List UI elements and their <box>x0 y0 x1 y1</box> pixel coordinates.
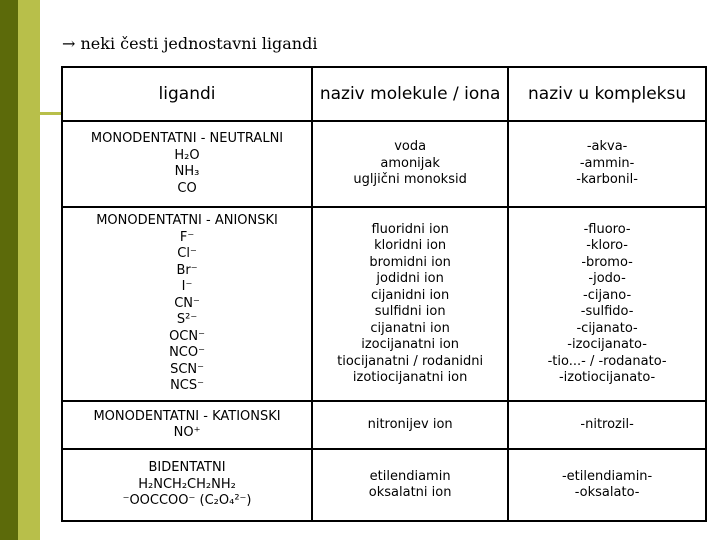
molecule-name: amonijak <box>380 155 440 171</box>
complex-name: -nitrozil- <box>580 416 634 432</box>
molecule-name: tiocijanatni / rodanidni <box>337 353 484 369</box>
molecule-name: nitronijev ion <box>367 416 453 432</box>
left-decor-bar-light <box>18 0 40 540</box>
complex-name: -izocijanato- <box>567 337 647 352</box>
header-row <box>62 67 706 121</box>
molecule-name: ugljični monoksid <box>353 172 467 188</box>
ligand-formula: CN⁻ <box>174 295 200 311</box>
complex-name: -tio...- / -rodanato- <box>547 353 667 369</box>
complex-cell <box>508 449 706 521</box>
molecule-name: izocijanatni ion <box>361 337 460 352</box>
ligand-formula: H₂O <box>174 147 200 163</box>
molecule-name: izotiocijanatni ion <box>352 370 468 385</box>
row-anionski <box>62 207 706 401</box>
name-cell <box>312 449 508 521</box>
molecule-name: sulfidni ion <box>374 304 446 319</box>
complex-cell <box>508 121 706 207</box>
complex-name: -fluoro- <box>583 221 631 237</box>
ligand-table <box>61 66 707 522</box>
molecule-name: kloridni ion <box>374 238 447 253</box>
ligand-formula: ⁻OOCCOO⁻ (C₂O₄²⁻) <box>122 493 252 509</box>
name-cell <box>312 121 508 207</box>
section-label: MONODENTATNI - NEUTRALNI <box>90 131 284 146</box>
complex-name: -cijano- <box>583 287 632 303</box>
ligand-cell <box>62 121 312 207</box>
complex-cell <box>508 207 706 401</box>
ligand-formula: SCN⁻ <box>170 361 204 377</box>
complex-name: -bromo- <box>581 254 633 270</box>
header-naziv-u-kompleksu: naziv u kompleksu <box>508 67 706 121</box>
section-label: MONODENTATNI - ANIONSKI <box>96 213 278 229</box>
ligand-cell <box>62 207 312 401</box>
name-cell <box>312 401 508 449</box>
complex-name: -karbonil- <box>576 172 638 188</box>
complex-name: -sulfido- <box>580 304 634 319</box>
complex-name: -akva- <box>586 139 628 155</box>
ligand-formula: NCS⁻ <box>170 378 204 394</box>
ligand-formula: NCO⁻ <box>169 345 205 361</box>
complex-name: -jodo- <box>588 271 626 286</box>
complex-name: -izotiocijanato- <box>558 370 656 385</box>
complex-name: -oksalato- <box>574 485 640 500</box>
row-neutralni <box>62 121 706 207</box>
complex-cell <box>508 401 706 449</box>
molecule-name: bromidni ion <box>369 254 451 270</box>
molecule-name: jodidni ion <box>376 271 444 286</box>
row-kationski <box>62 401 706 449</box>
molecule-name: cijanidni ion <box>371 287 450 303</box>
molecule-name: oksalatni ion <box>368 485 452 500</box>
ligand-formula: Cl⁻ <box>177 246 197 262</box>
complex-name: -etilendiamin- <box>561 468 653 484</box>
complex-name: -cijanato- <box>576 320 638 336</box>
ligand-formula: F⁻ <box>179 229 195 245</box>
section-label: MONODENTATNI - KATIONSKI <box>93 408 281 424</box>
complex-name: -ammin- <box>579 155 635 171</box>
header-naziv-molekule: naziv molekule / iona <box>312 67 508 121</box>
ligand-formula: NH₃ <box>174 164 200 179</box>
ligand-formula: CO <box>177 180 197 196</box>
accent-line <box>36 112 62 115</box>
row-bidentatni <box>62 449 706 521</box>
ligand-formula: Br⁻ <box>176 262 198 278</box>
complex-name: -kloro- <box>586 238 628 253</box>
ligand-formula: H₂NCH₂CH₂NH₂ <box>138 476 236 492</box>
section-label: BIDENTATNI <box>148 460 226 476</box>
name-cell <box>312 207 508 401</box>
ligand-formula: NO⁺ <box>173 425 201 440</box>
ligand-cell <box>62 449 312 521</box>
molecule-name: fluoridni ion <box>371 221 449 237</box>
molecule-name: etilendiamin <box>369 468 451 484</box>
molecule-name: voda <box>394 139 427 155</box>
left-decor-bar-dark <box>0 0 18 540</box>
header-ligandi: ligandi <box>62 67 312 121</box>
molecule-name: cijanatni ion <box>370 320 450 336</box>
slide-title: → neki česti jednostavni ligandi <box>62 34 318 53</box>
ligand-formula: OCN⁻ <box>169 328 205 344</box>
ligand-cell <box>62 401 312 449</box>
ligand-formula: I⁻ <box>181 279 193 295</box>
ligand-formula: S²⁻ <box>176 312 198 328</box>
